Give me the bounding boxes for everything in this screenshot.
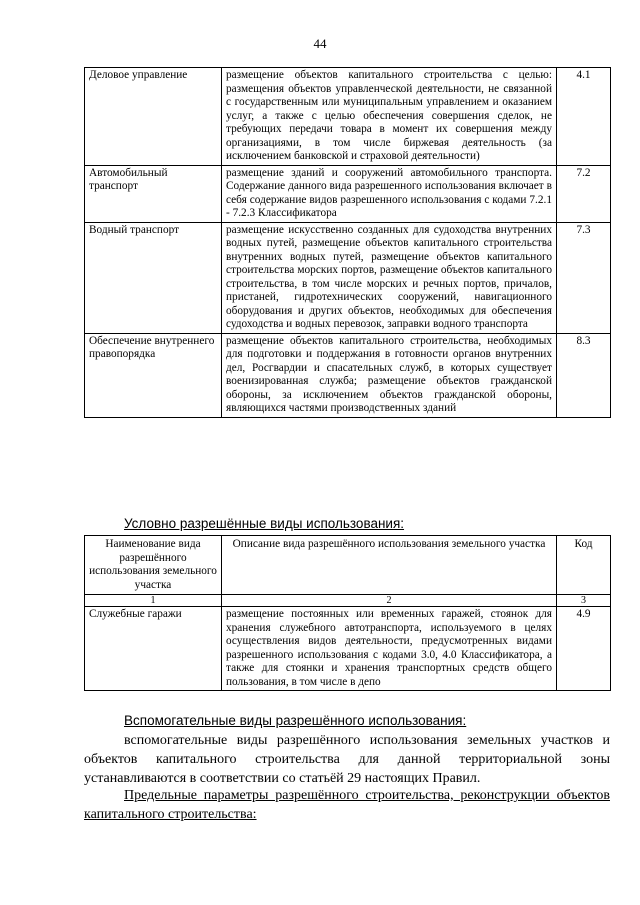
column-number: 2	[222, 595, 557, 607]
use-description: размещение объектов капитального строительства, необходимых для подготовки и поддержания в готовности органов внутренних дел, Росгвардии и спасательных служб, в которых существует военизированная служба; размещение объектов гражданской обороны, за исключением объектов гражданской обороны, являющихся частями производственных зданий	[222, 333, 557, 417]
header-name: Наименование вида разрешённого использования земельного участка	[85, 536, 222, 595]
auxiliary-uses-heading: Вспомогательные виды разрешённого использования:	[124, 713, 467, 728]
use-code: 8.3	[557, 333, 611, 417]
auxiliary-uses-paragraph: вспомогательные виды разрешённого использования земельных участков и объектов капитального строительства для данной территориальной зоны устанавливаются в соответствии со статьёй 29 настоящих Правил.	[84, 733, 610, 787]
table-row	[85, 333, 611, 417]
header-description: Описание вида разрешённого использования земельного участка	[222, 536, 557, 595]
use-description: размещение постоянных или временных гаражей, стоянок для хранения служебного автотранспорта, используемого в целях осуществления видов деятельности, предусмотренных видами разрешенного использования с кодами 3.0, 4.0 Классификатора, а также для стоянки и хранения транспортных средств общего пользования, в том числе в депо	[222, 607, 557, 691]
conditional-uses-table	[84, 535, 611, 691]
use-name: Обеспечение внутреннего правопорядка	[85, 333, 222, 417]
page-number: 44	[313, 36, 327, 51]
use-name: Автомобильный транспорт	[85, 165, 222, 222]
header-code: Код	[557, 536, 611, 595]
use-code: 7.2	[557, 165, 611, 222]
use-description: размещение искусственно созданных для судоходства внутренних водных путей, размещение объектов капитального строительства внутренних водных путей, размещение объектов капитального строительства морских портов, размещение объектов капитального строительства, в том числе морских и речных портов, причалов, пристаней, гидротехнических сооружений, навигационного оборудования и других объектов, необходимых для обеспечения судоходства и водных перевозок, заправки водного транспорта	[222, 222, 557, 333]
permitted-uses-table	[84, 67, 611, 418]
column-number: 3	[557, 595, 611, 607]
use-code: 4.1	[557, 68, 611, 166]
table-row	[85, 607, 611, 691]
table-row	[85, 68, 611, 166]
use-name: Деловое управление	[85, 68, 222, 166]
use-description: размещение зданий и сооружений автомобильного транспорта. Содержание данного вида разрешенного использования включает в себя содержание видов разрешенного использования с кодами 7.2.1 - 7.2.3 Классификатора	[222, 165, 557, 222]
use-description: размещение объектов капитального строительства с целью: размещения объектов управленческой деятельности, не связанной с государственным или муниципальным управлением и оказанием услуг, а также с целью обеспечения совершения сделок, не требующих передачи товара в момент их совершения между организациями, в том числе биржевая деятельность (за исключением банковской и страховой деятельности)	[222, 68, 557, 166]
use-name: Водный транспорт	[85, 222, 222, 333]
table-row	[85, 222, 611, 333]
limits-paragraph	[84, 786, 610, 824]
use-code: 4.9	[557, 607, 611, 691]
column-number-row	[85, 595, 611, 607]
column-number: 1	[85, 595, 222, 607]
use-code: 7.3	[557, 222, 611, 333]
table-header-row	[85, 536, 611, 595]
limits-text: Предельные параметры разрешённого строительства, реконструкции объектов капитального строительства:	[84, 788, 610, 823]
table-row	[85, 165, 611, 222]
use-name: Служебные гаражи	[85, 607, 222, 691]
conditional-uses-heading: Условно разрешённые виды использования:	[124, 516, 405, 531]
